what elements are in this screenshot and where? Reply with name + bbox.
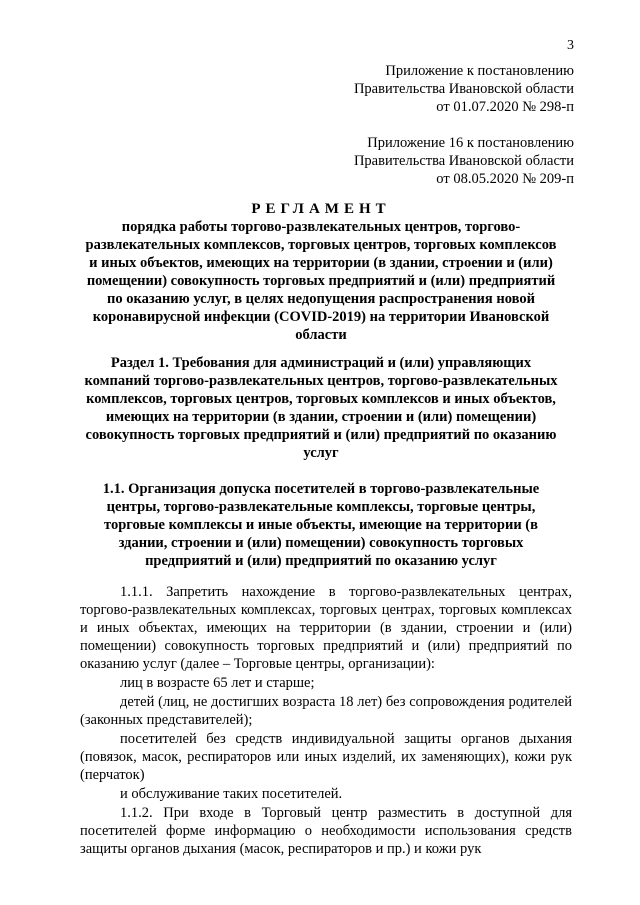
appendix-line: от 08.05.2020 № 209-п [436, 171, 574, 187]
body-text [80, 583, 572, 859]
appendix-block-2 [274, 134, 574, 188]
paragraph: посетителей без средств индивидуальной защиты органов дыхания (повязок, масок, респираторов или иных изделий, их заменяющих), кожи рук (перчаток) [80, 731, 572, 783]
appendix-line: Приложение к постановлению [385, 63, 574, 79]
paragraph: детей (лиц, не достигших возраста 18 лет) без сопровождения родителей (законных представителей); [80, 694, 572, 728]
page-number: 3 [567, 38, 574, 53]
appendix-line: Правительства Ивановской области [353, 153, 574, 169]
section-1-1-heading: 1.1. Организация допуска посетителей в торгово-развлекательные центры, торгово-развлекательные комплексы, торговые центры, торговые комплексы и иные объекты, имеющие на территории (в здании, строении и (или) помещении) совокупность торговых предприятий и (или) предприятий по оказанию услуг [102, 481, 540, 569]
appendix-line: Правительства Ивановской области [353, 81, 574, 97]
appendix-block-1 [274, 62, 574, 116]
paragraph: 1.1.1. Запретить нахождение в торгово-развлекательных центрах, торгово-развлекательных комплексах, торговых центрах, торговых комплексах и иных объектах, имеющих на территории (в здании, строении и (или) помещении) совокупность торговых предприятий и (или) предприятий по оказанию услуг (далее – Торговые центры, организации): [80, 584, 572, 672]
appendix-line: от 01.07.2020 № 298-п [436, 99, 574, 115]
section-1-heading: Раздел 1. Требования для администраций и (или) управляющих компаний торгово-развлекательных центров, торгово-развлекательных комплексов, торговых центров, торговых комплексов и иных объектов, имеющих на территории (в здании, строении и (или) помещении) совокупность торговых предприятий и (или) предприятий по оказанию услуг [84, 355, 558, 461]
paragraph: и обслуживание таких посетителей. [120, 786, 343, 802]
paragraph: 1.1.2. При входе в Торговый центр разместить в доступной для посетителей форме информацию о необходимости использования средств защиты органов дыхания (масок, респираторов и пр.) и кожи рук [80, 805, 572, 857]
document-subtitle: порядка работы торгово-развлекательных центров, торгово-развлекательных комплексов, торговых центров, торговых комплексов и иных объектов, имеющих на территории (в здании, строении и (или) помещении) совокупность торговых предприятий и (или) предприятий по оказанию услуг, в целях недопущения распространения новой коронавирусной инфекции (COVID-2019) на территории Ивановской области [85, 219, 557, 343]
appendix-line: Приложение 16 к постановлению [367, 135, 574, 151]
document-title: РЕГЛАМЕНТ [251, 201, 391, 217]
paragraph: лиц в возрасте 65 лет и старше; [120, 675, 315, 691]
